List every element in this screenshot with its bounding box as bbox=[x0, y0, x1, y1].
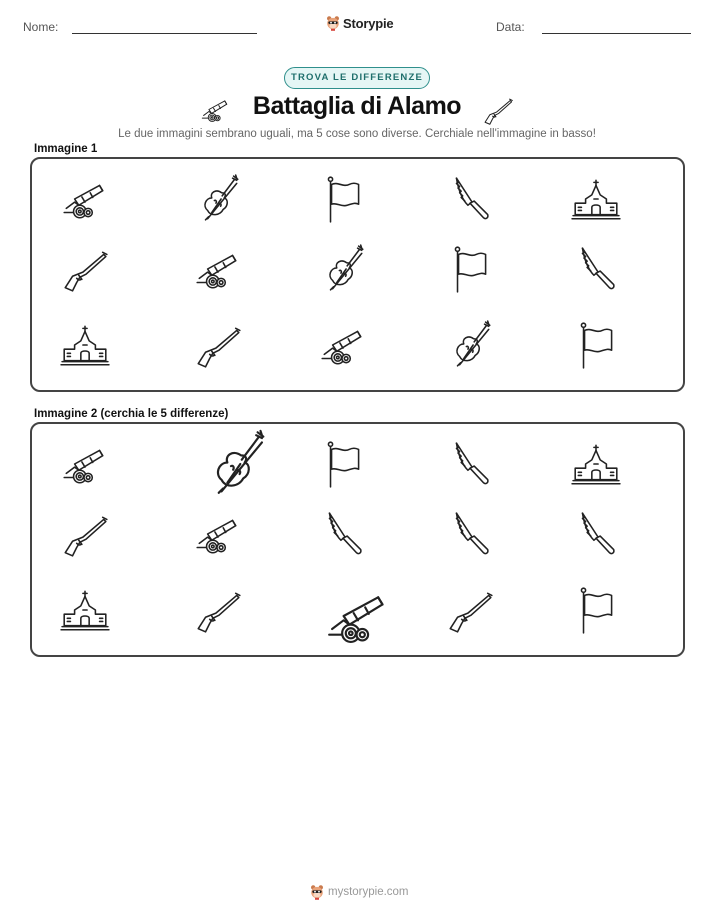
rifle-icon bbox=[481, 93, 515, 121]
mission-church-icon bbox=[570, 173, 622, 225]
flag-icon-drawing bbox=[444, 243, 496, 295]
cannon-icon bbox=[317, 319, 369, 371]
violin-icon bbox=[317, 243, 369, 295]
flag-icon bbox=[317, 173, 369, 225]
mission-church-icon[interactable] bbox=[570, 438, 622, 490]
flag-icon bbox=[444, 243, 496, 295]
rifle-icon-drawing bbox=[444, 584, 496, 636]
image2-label: Immagine 2 (cerchia le 5 differenze) bbox=[34, 408, 229, 420]
mission-church-icon[interactable] bbox=[59, 584, 111, 636]
rifle-icon[interactable] bbox=[444, 584, 496, 636]
rifle-icon[interactable] bbox=[59, 508, 111, 560]
cannon-icon bbox=[192, 243, 244, 295]
image2-panel[interactable] bbox=[30, 422, 685, 657]
rifle-icon bbox=[59, 243, 111, 295]
violin-icon bbox=[444, 319, 496, 371]
mission-church-icon-drawing bbox=[570, 173, 622, 225]
storypie-mascot-icon bbox=[310, 884, 324, 900]
rifle-icon-drawing bbox=[192, 319, 244, 371]
flag-icon-drawing bbox=[570, 584, 622, 636]
violin-icon bbox=[192, 173, 244, 225]
knife-icon[interactable] bbox=[444, 438, 496, 490]
rifle-icon bbox=[192, 319, 244, 371]
knife-icon[interactable] bbox=[570, 508, 622, 560]
knife-icon-drawing bbox=[444, 173, 496, 225]
cannon-icon-drawing bbox=[192, 508, 244, 560]
violin-icon[interactable] bbox=[200, 428, 272, 500]
flag-icon bbox=[570, 319, 622, 371]
cannon-icon-drawing bbox=[317, 319, 369, 371]
storypie-logo bbox=[326, 14, 393, 32]
worksheet-type-badge: TROVA LE DIFFERENZE bbox=[284, 67, 430, 89]
mission-church-icon-drawing bbox=[59, 319, 111, 371]
rifle-icon-drawing bbox=[481, 93, 515, 127]
cannon-icon[interactable] bbox=[322, 580, 394, 652]
date-line[interactable] bbox=[542, 33, 691, 34]
rifle-icon-drawing bbox=[59, 508, 111, 560]
name-label: Nome: bbox=[23, 20, 59, 34]
cannon-icon-drawing bbox=[59, 438, 111, 490]
image1-label: Immagine 1 bbox=[34, 143, 98, 155]
knife-icon-drawing bbox=[570, 243, 622, 295]
violin-icon-drawing bbox=[192, 173, 244, 225]
cannon-icon-drawing bbox=[59, 173, 111, 225]
knife-icon[interactable] bbox=[317, 508, 369, 560]
footer-url: mystorypie.com bbox=[328, 886, 409, 898]
footer bbox=[310, 884, 409, 900]
flag-icon-drawing bbox=[317, 438, 369, 490]
mission-church-icon-drawing bbox=[59, 584, 111, 636]
brand-name: Storypie bbox=[343, 15, 394, 31]
flag-icon[interactable] bbox=[570, 584, 622, 636]
knife-icon bbox=[444, 173, 496, 225]
cannon-icon-drawing bbox=[322, 580, 394, 652]
flag-icon-drawing bbox=[317, 173, 369, 225]
rifle-icon-drawing bbox=[192, 584, 244, 636]
knife-icon bbox=[570, 243, 622, 295]
cannon-icon bbox=[59, 173, 111, 225]
violin-icon-drawing bbox=[444, 319, 496, 371]
cannon-icon[interactable] bbox=[59, 438, 111, 490]
name-line[interactable] bbox=[72, 33, 257, 34]
violin-icon-drawing bbox=[317, 243, 369, 295]
image1-panel bbox=[30, 157, 685, 392]
mission-church-icon-drawing bbox=[570, 438, 622, 490]
knife-icon-drawing bbox=[317, 508, 369, 560]
knife-icon-drawing bbox=[444, 438, 496, 490]
page-title: Battaglia di Alamo bbox=[252, 92, 462, 120]
violin-icon-drawing bbox=[200, 428, 272, 500]
knife-icon[interactable] bbox=[444, 508, 496, 560]
knife-icon-drawing bbox=[444, 508, 496, 560]
knife-icon-drawing bbox=[570, 508, 622, 560]
flag-icon[interactable] bbox=[317, 438, 369, 490]
flag-icon-drawing bbox=[570, 319, 622, 371]
date-label: Data: bbox=[496, 20, 525, 34]
storypie-mascot-icon bbox=[326, 15, 340, 31]
instructions-text: Le due immagini sembrano uguali, ma 5 cose sono diverse. Cerchiale nell'immagine in basso! bbox=[118, 128, 596, 140]
mission-church-icon bbox=[59, 319, 111, 371]
cannon-icon-drawing bbox=[192, 243, 244, 295]
cannon-icon[interactable] bbox=[192, 508, 244, 560]
rifle-icon[interactable] bbox=[192, 584, 244, 636]
rifle-icon-drawing bbox=[59, 243, 111, 295]
